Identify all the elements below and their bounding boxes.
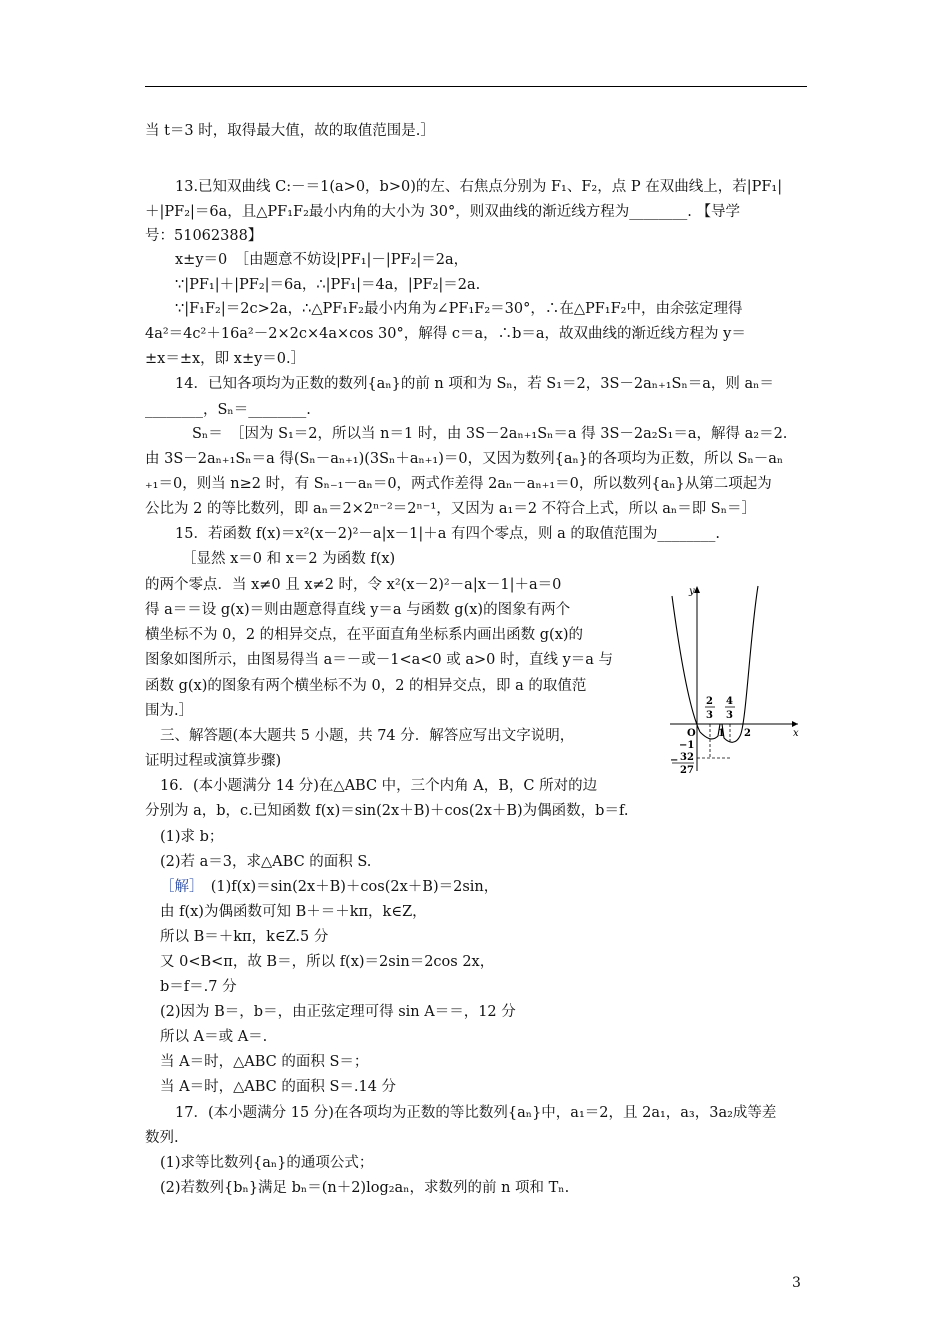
answer-14-line: Sₙ＝ ［因为 S₁＝2，所以当 n＝1 时，由 3S－2aₙ₊₁Sₙ＝a 得 3S－2a₂S₁＝a，解得 a₂＝2.: [192, 426, 788, 442]
origin-label: O: [687, 728, 696, 739]
problem-16-line: 分别为 a，b，c.已知函数 f(x)＝sin(2x＋B)＋cos(2x＋B)为偶函数，b＝f.: [145, 803, 629, 819]
answer-13-line: x±y＝0 ［由题意不妨设|PF₁|－|PF₂|＝2a，: [175, 252, 469, 268]
problem-14-line: ________，Sₙ＝________.: [145, 402, 311, 418]
answer-15-line: ［显然 x＝0 和 x＝2 为函数 f(x): [182, 551, 396, 567]
solution-16-line: [160, 877, 498, 897]
header-rule: [145, 86, 807, 87]
problem-16-line: 16．(本小题满分 14 分)在△ABC 中，三个内角 A，B，C 所对的边: [160, 778, 598, 794]
curve-left-branch: [672, 596, 700, 732]
tick-label: 4: [726, 696, 733, 707]
text-line: 当 t＝3 时，取得最大值，故的取值范围是.］: [145, 123, 435, 139]
solution-16-line: 当 A＝时，△ABC 的面积 S＝.14 分: [160, 1079, 397, 1095]
problem-15-line: 15．若函数 f(x)＝x²(x－2)²－a|x－1|＋a 有四个零点，则 a 的取值范围为________.: [175, 526, 720, 542]
tick-label: 27: [680, 765, 694, 776]
solution-16-line: 又 0<B<π，故 B＝，所以 f(x)＝2sin＝2cos 2x，: [160, 954, 495, 970]
answer-15-line: 围为.］: [145, 703, 194, 719]
answer-13-line: 4a²＝4c²＋16a²－2×2c×4a×cos 30°，解得 c＝a，∴b＝a，故双曲线的渐近线方程为 y＝: [145, 326, 746, 342]
tick-label: 3: [726, 710, 733, 721]
tick-label: 2: [706, 696, 713, 707]
answer-13-line: ∵|F₁F₂|＝2c>2a，∴△PF₁F₂最小内角为∠PF₁F₂＝30°，∴在△PF₁F₂中，由余弦定理得: [175, 301, 743, 317]
page-number: 3: [792, 1275, 801, 1291]
tick-label: 32: [680, 752, 694, 763]
answer-15-line: 图象如图所示，由图易得当 a＝－或－1<a<0 或 a>0 时，直线 y＝a 与: [145, 652, 614, 668]
answer-14-line: 公比为 2 的等比数列，即 aₙ＝2×2ⁿ⁻²＝2ⁿ⁻¹，又因为 a₁＝2 不符合上式，所以 aₙ＝即 Sₙ＝］: [145, 501, 757, 517]
answer-15-line: 函数 g(x)的图象有两个横坐标不为 0，2 的相异交点，即 a 的取值范: [145, 678, 587, 694]
problem-14-line: 14．已知各项均为正数的数列{aₙ}的前 n 项和为 Sₙ，若 S₁＝2，3S－2aₙ₊₁Sₙ＝a，则 aₙ＝: [175, 376, 774, 392]
solution-16-line: 当 A＝时，△ABC 的面积 S＝；: [160, 1054, 369, 1070]
problem-17-line: 数列.: [145, 1130, 179, 1146]
solution-text: (1)f(x)＝sin(2x＋B)＋cos(2x＋B)＝2sin，: [210, 879, 499, 895]
solution-tag: ［解］: [160, 879, 197, 895]
tick-label: 1: [718, 728, 725, 739]
answer-15-line: 得 a＝＝设 g(x)＝则由题意得直线 y＝a 与函数 g(x)的图象有两个: [145, 602, 571, 618]
answer-15-line: 横坐标不为 0，2 的相异交点，在平面直角坐标系内画出函数 g(x)的: [145, 627, 584, 643]
y-axis-arrow-icon: [694, 586, 700, 593]
section-heading: 证明过程或演算步骤): [145, 753, 282, 769]
minus-sign: −: [670, 755, 679, 766]
x-axis-arrow-icon: [792, 721, 798, 727]
problem-17-line: (2)若数列{bₙ}满足 bₙ＝(n＋2)log₂aₙ，求数列的前 n 项和 Tₙ.: [160, 1180, 570, 1196]
answer-13-line: ±x＝±x，即 x±y＝0.］: [145, 351, 306, 367]
problem-16-line: (1)求 b；: [160, 829, 224, 845]
y-axis-label: y: [689, 586, 695, 597]
problem-16-line: (2)若 a＝3，求△ABC 的面积 S.: [160, 854, 372, 870]
problem-13-line: 13.已知双曲线 C:－＝1(a>0，b>0)的左、右焦点分别为 F₁、F₂，点 P 在双曲线上，若|PF₁|: [175, 179, 783, 195]
problem-17-line: (1)求等比数列{aₙ}的通项公式；: [160, 1155, 374, 1171]
answer-13-line: ∵|PF₁|＋|PF₂|＝6a，∴|PF₁|＝4a，|PF₂|＝2a.: [175, 277, 481, 293]
tick-label: 2: [744, 728, 751, 739]
x-axis-label: x: [793, 728, 799, 739]
tick-label: −1: [679, 740, 695, 751]
answer-14-line: 由 3S－2aₙ₊₁Sₙ＝a 得(Sₙ－aₙ₊₁)(3Sₙ＋aₙ₊₁)＝0，又因为数列{aₙ}的各项均为正数，所以 Sₙ－aₙ: [145, 451, 784, 467]
function-graph: [660, 576, 810, 776]
answer-14-line: ₊₁＝0，则当 n≥2 时，有 Sₙ₋₁－aₙ＝0，两式作差得 2aₙ－aₙ₊₁＝0，所以数列{aₙ}从第二项起为: [145, 476, 772, 492]
problem-13-line: 号：51062388】: [145, 228, 263, 244]
solution-16-line: 由 f(x)为偶函数可知 B＋＝＋kπ，k∈Z，: [160, 904, 427, 920]
answer-15-line: 的两个零点．当 x≠0 且 x≠2 时，令 x²(x－2)²－a|x－1|＋a＝0: [145, 577, 562, 593]
solution-16-line: (2)因为 B＝，b＝，由正弦定理可得 sin A＝＝，12 分: [160, 1004, 516, 1020]
solution-16-line: b＝f＝.7 分: [160, 979, 237, 995]
section-heading: 三、解答题(本大题共 5 小题，共 74 分．解答应写出文字说明，: [160, 728, 575, 744]
tick-label: 3: [706, 710, 713, 721]
solution-16-line: 所以 B＝＋kπ，k∈Z.5 分: [160, 929, 329, 945]
problem-17-line: 17．(本小题满分 15 分)在各项均为正数的等比数列{aₙ}中，a₁＝2，且 2a₁，a₃，3a₂成等差: [175, 1105, 777, 1121]
solution-16-line: 所以 A＝或 A＝.: [160, 1029, 268, 1045]
problem-13-line: ＋|PF₂|＝6a，且△PF₁F₂最小内角的大小为 30°，则双曲线的渐近线方程为________. 【导学: [145, 204, 740, 220]
